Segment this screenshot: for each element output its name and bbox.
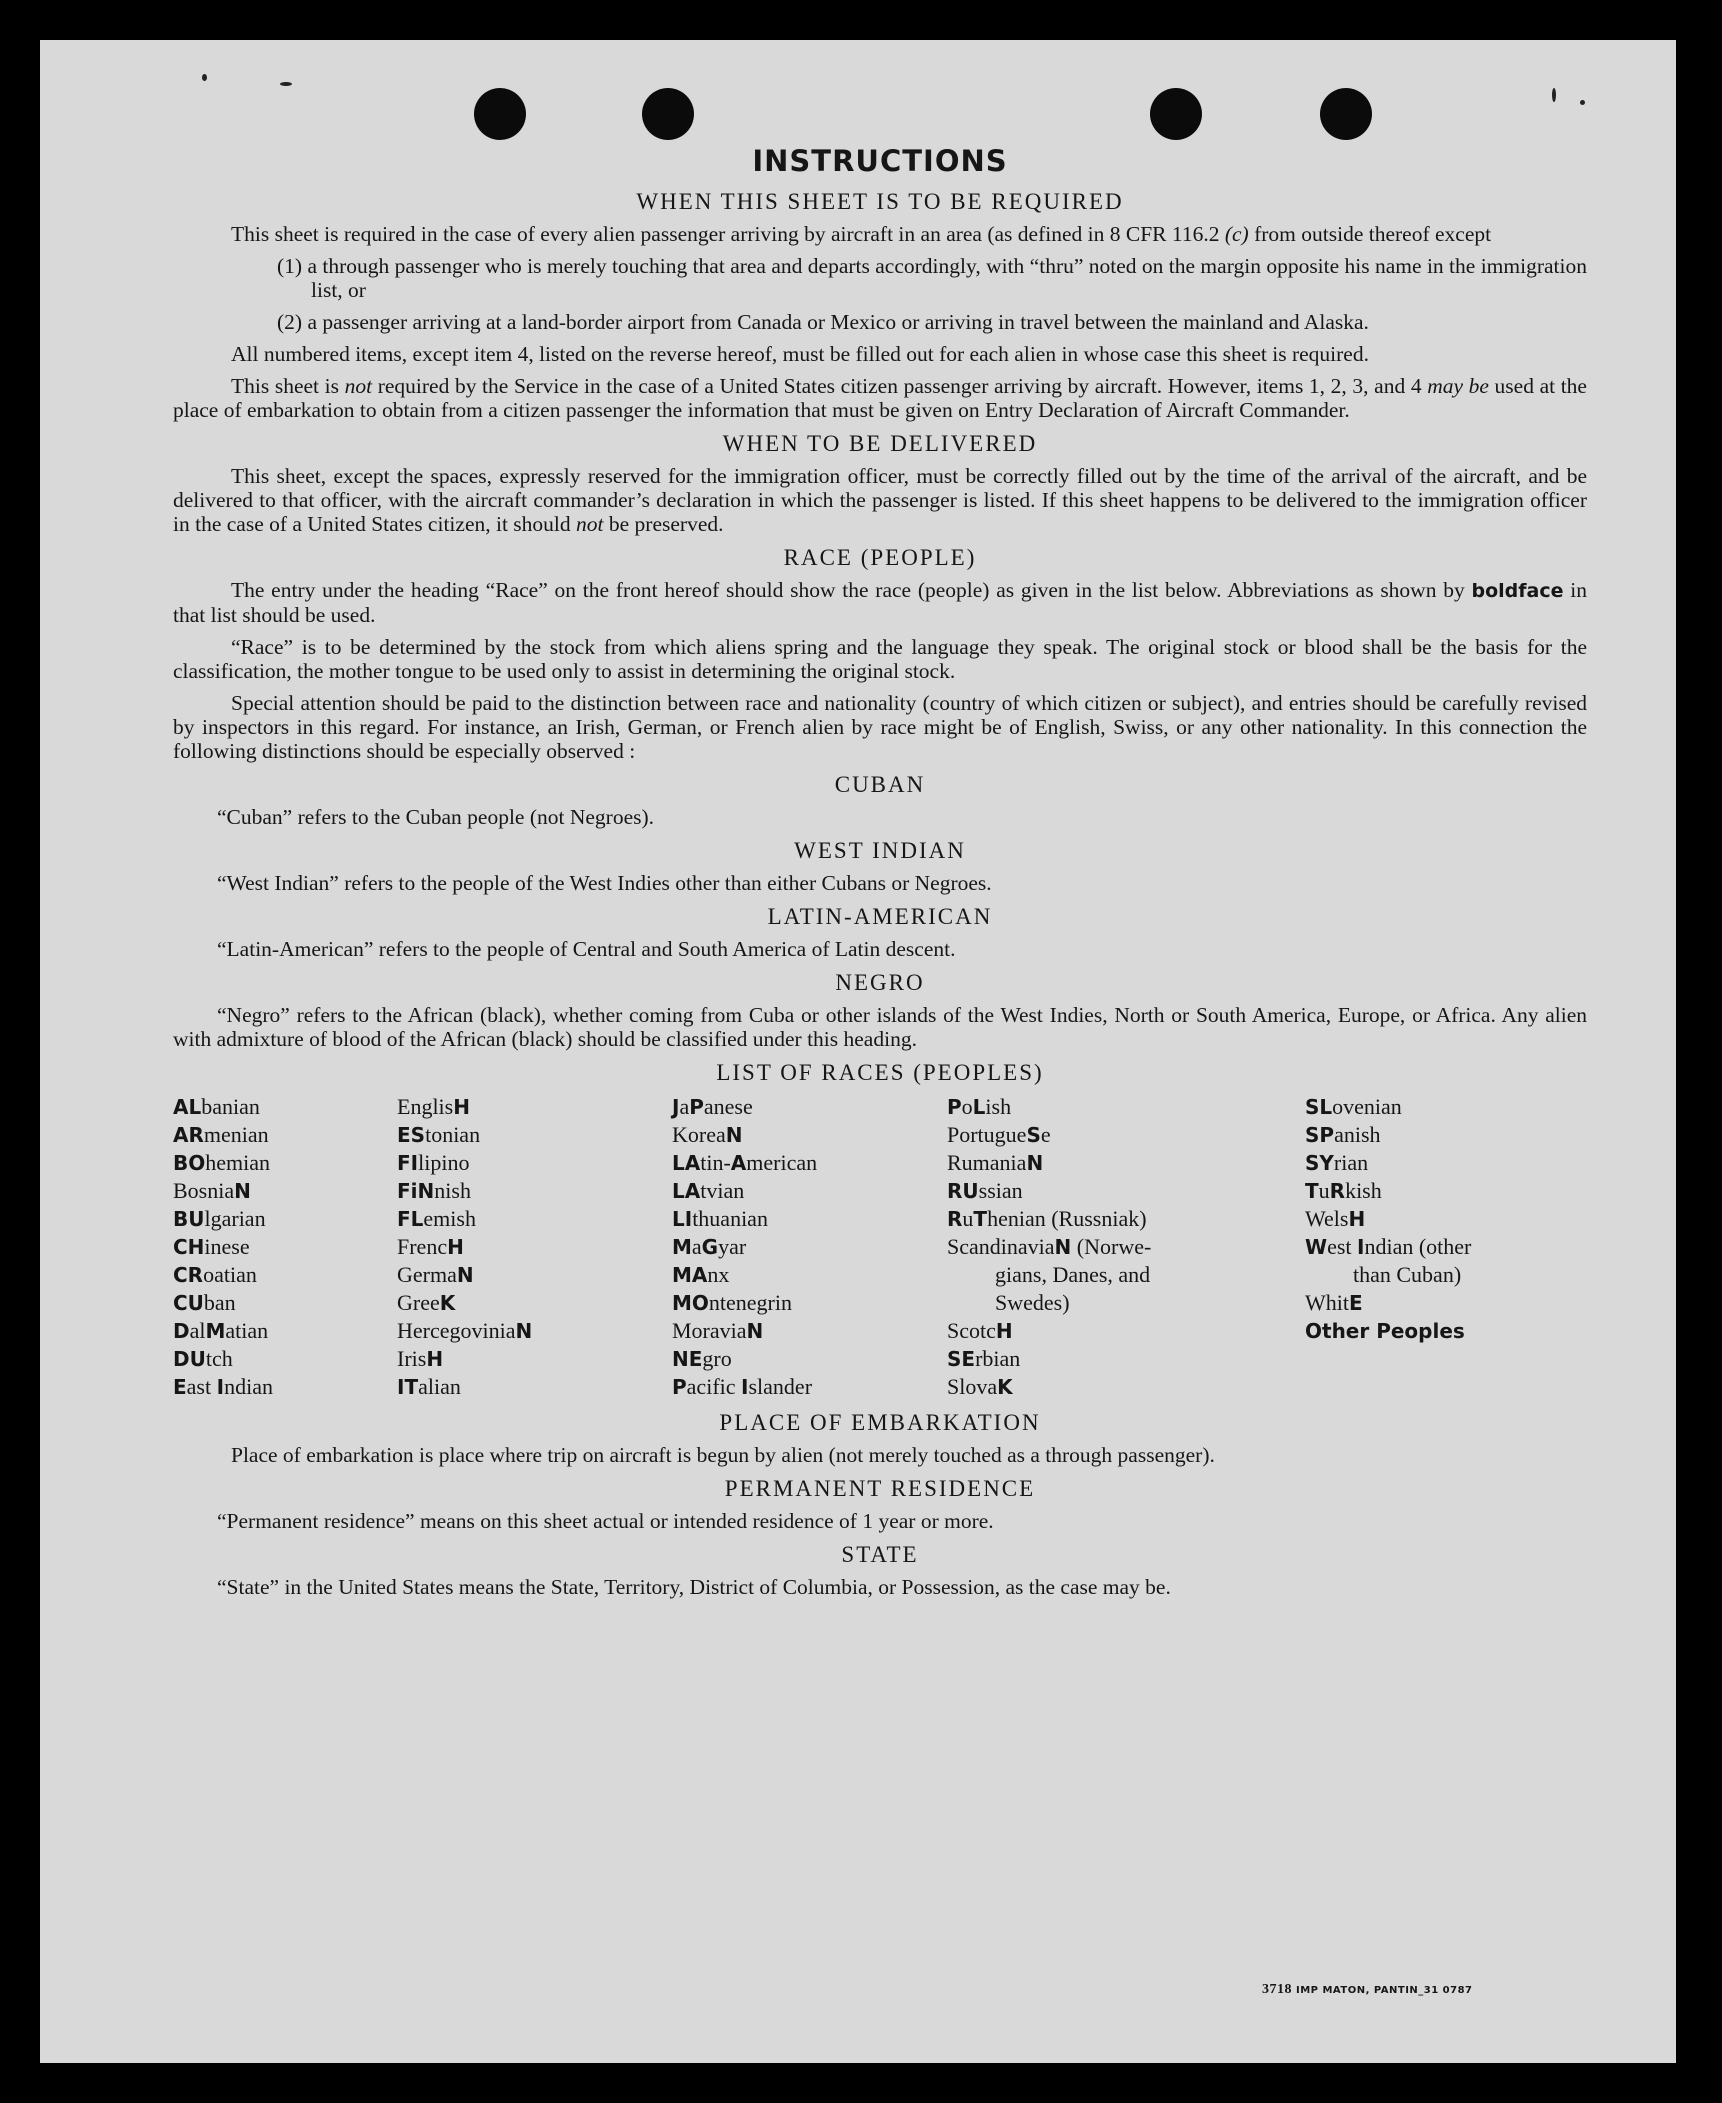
section-heading: PERMANENT RESIDENCE bbox=[724, 1476, 1036, 1501]
race-entry: GermaN bbox=[397, 1262, 474, 1287]
race-column bbox=[1305, 1093, 1587, 1401]
race-entry: gians, Danes, and bbox=[995, 1262, 1151, 1287]
race-entry: SLovenian bbox=[1305, 1094, 1402, 1119]
punch-hole bbox=[1320, 88, 1372, 140]
race-entry: Pacific Islander bbox=[672, 1374, 813, 1399]
race-entry: ScandinaviaN (Norwe- bbox=[947, 1234, 1152, 1259]
race-entry: Swedes) bbox=[995, 1290, 1070, 1315]
document-page bbox=[40, 40, 1676, 2063]
race-entry: ARmenian bbox=[173, 1122, 269, 1147]
race-entry: ALbanian bbox=[173, 1094, 260, 1119]
section-heading: LATIN-AMERICAN bbox=[767, 904, 993, 929]
race-entry: DalMatian bbox=[173, 1318, 269, 1343]
race-entry: FIlipino bbox=[397, 1150, 470, 1175]
speck bbox=[1552, 88, 1556, 102]
race-entry: FLemish bbox=[397, 1206, 476, 1231]
section-heading: STATE bbox=[841, 1542, 919, 1567]
paragraph: “Permanent residence” means on this sheet actual or intended residence of 1 year or more. bbox=[217, 1509, 994, 1533]
section-heading: LIST OF RACES (PEOPLES) bbox=[716, 1060, 1044, 1085]
race-entry: BosniaN bbox=[173, 1178, 251, 1203]
race-entry: MOntenegrin bbox=[672, 1290, 792, 1315]
page-title: INSTRUCTIONS bbox=[752, 144, 1008, 178]
section-heading: PLACE OF EMBARKATION bbox=[719, 1410, 1041, 1435]
race-entry: BOhemian bbox=[173, 1150, 271, 1175]
race-entry: CUban bbox=[173, 1290, 236, 1315]
race-entry: FiNnish bbox=[397, 1178, 471, 1203]
race-entry: DUtch bbox=[173, 1346, 233, 1371]
race-list bbox=[173, 1093, 1587, 1401]
paragraph: “Race” is to be determined by the stock from which aliens spring and the language they speak. The original stock or blood shall be the basis for the classification, the mother tongue to be used only to assist in determining the original stock. bbox=[173, 635, 1587, 683]
race-entry: BUlgarian bbox=[173, 1206, 266, 1231]
speck bbox=[280, 82, 292, 86]
punch-hole bbox=[1150, 88, 1202, 140]
paragraph: “Latin-American” refers to the people of Central and South America of Latin descent. bbox=[217, 937, 956, 961]
speck bbox=[202, 74, 207, 81]
race-column bbox=[947, 1093, 1305, 1401]
race-entry: EStonian bbox=[397, 1122, 481, 1147]
race-entry: PortugueSe bbox=[947, 1122, 1051, 1147]
race-entry: HercegoviniaN bbox=[397, 1318, 533, 1343]
paragraph: “West Indian” refers to the people of the West Indies other than either Cubans or Negroes. bbox=[217, 871, 992, 895]
race-entry: LAtvian bbox=[672, 1178, 745, 1203]
instructions-body bbox=[173, 144, 1587, 1607]
race-column bbox=[397, 1093, 672, 1401]
race-entry: SPanish bbox=[1305, 1122, 1381, 1147]
race-entry: EnglisH bbox=[397, 1094, 470, 1119]
paragraph: Place of embarkation is place where trip on aircraft is begun by alien (not merely touched as a through passenger). bbox=[231, 1443, 1215, 1467]
race-entry: LIthuanian bbox=[672, 1206, 768, 1231]
paragraph: “Negro” refers to the African (black), whether coming from Cuba or other islands of the West Indies, North or South America, Europe, or Africa. Any alien with admixture of blood of the African (black) should be classified under this heading. bbox=[173, 1003, 1587, 1051]
race-column bbox=[672, 1093, 947, 1401]
list-item: (2) a passenger arriving at a land-border airport from Canada or Mexico or arriving in travel between the mainland and Alaska. bbox=[277, 310, 1369, 334]
paragraph: Special attention should be paid to the distinction between race and nationality (country of which citizen or subject), and entries should be carefully revised by inspectors in this regard. For instance, an Irish, German, or French alien by race might be of English, Swiss, or any other nationality. In this connection the following distinctions should be especially observed : bbox=[173, 691, 1587, 763]
section-heading: RACE (PEOPLE) bbox=[783, 545, 977, 570]
section-heading: WHEN TO BE DELIVERED bbox=[722, 431, 1038, 456]
race-entry: GreeK bbox=[397, 1290, 456, 1315]
race-entry: SlovaK bbox=[947, 1374, 1013, 1399]
race-entry: ITalian bbox=[397, 1374, 461, 1399]
race-entry: WhitE bbox=[1305, 1290, 1363, 1315]
paragraph: This sheet is not required by the Service in the case of a United States citizen passenger arriving by aircraft. However, items 1, 2, 3, and 4 may be used at the place of embarkation to obtain from a citizen passenger the information that must be given on Entry Declaration of Aircraft Commander. bbox=[173, 374, 1587, 422]
section-heading: WHEN THIS SHEET IS TO BE REQUIRED bbox=[636, 189, 1124, 214]
race-entry: Other Peoples bbox=[1305, 1319, 1465, 1343]
race-entry: LAtin-American bbox=[672, 1150, 818, 1175]
race-entry: ScotcH bbox=[947, 1318, 1013, 1343]
paragraph: “State” in the United States means the State, Territory, District of Columbia, or Possession, as the case may be. bbox=[217, 1575, 1171, 1599]
race-entry: West Indian (other bbox=[1305, 1234, 1472, 1259]
section-heading: WEST INDIAN bbox=[794, 838, 966, 863]
paragraph: The entry under the heading “Race” on the front hereof should show the race (people) as given in the list below. Abbreviations as shown by boldface in that list should be used. bbox=[173, 578, 1587, 627]
race-entry: than Cuban) bbox=[1353, 1262, 1462, 1287]
printer-imprint: 3718 IMP MATON, PANTIN_31 0787 bbox=[1262, 1982, 1473, 1997]
race-entry: East Indian bbox=[173, 1374, 273, 1399]
race-column bbox=[173, 1093, 397, 1401]
race-entry: KoreaN bbox=[672, 1122, 743, 1147]
list-item: (1) a through passenger who is merely touching that area and departs accordingly, with “thru” noted on the margin opposite his name in the immigration list, or bbox=[277, 254, 1587, 302]
paragraph: All numbered items, except item 4, listed on the reverse hereof, must be filled out for each alien in whose case this sheet is required. bbox=[231, 342, 1369, 366]
race-entry: PoLish bbox=[947, 1094, 1012, 1119]
section-heading: CUBAN bbox=[834, 772, 926, 797]
speck bbox=[1580, 100, 1585, 105]
punch-hole bbox=[474, 88, 526, 140]
paragraph: “Cuban” refers to the Cuban people (not Negroes). bbox=[217, 805, 655, 829]
race-entry: MAnx bbox=[672, 1262, 730, 1287]
section-heading: NEGRO bbox=[835, 970, 925, 995]
race-entry: NEgro bbox=[672, 1346, 732, 1371]
race-entry: RumaniaN bbox=[947, 1150, 1044, 1175]
race-entry: IrisH bbox=[397, 1346, 444, 1371]
race-entry: SYrian bbox=[1305, 1150, 1369, 1175]
race-entry: MaGyar bbox=[672, 1234, 747, 1259]
race-entry: RuThenian (Russniak) bbox=[947, 1206, 1147, 1231]
race-entry: WelsH bbox=[1305, 1206, 1366, 1231]
race-entry: JaPanese bbox=[672, 1094, 753, 1119]
paragraph: This sheet is required in the case of every alien passenger arriving by aircraft in an area (as defined in 8 CFR 116.2 (c) from outside thereof except bbox=[231, 222, 1492, 246]
race-entry: FrencH bbox=[397, 1234, 464, 1259]
race-entry: MoraviaN bbox=[672, 1318, 764, 1343]
race-entry: CHinese bbox=[173, 1234, 250, 1259]
paragraph: This sheet, except the spaces, expressly reserved for the immigration officer, must be correctly filled out by the time of the arrival of the aircraft, and be delivered to that officer, with the aircraft commander’s declaration in which the passenger is listed. If this sheet happens to be delivered to the immigration officer in the case of a United States citizen, it should not be preserved. bbox=[173, 464, 1587, 536]
race-entry: RUssian bbox=[947, 1178, 1023, 1203]
race-entry: SErbian bbox=[947, 1346, 1021, 1371]
punch-hole bbox=[642, 88, 694, 140]
race-entry: CRoatian bbox=[173, 1262, 257, 1287]
race-entry: TuRkish bbox=[1305, 1178, 1382, 1203]
